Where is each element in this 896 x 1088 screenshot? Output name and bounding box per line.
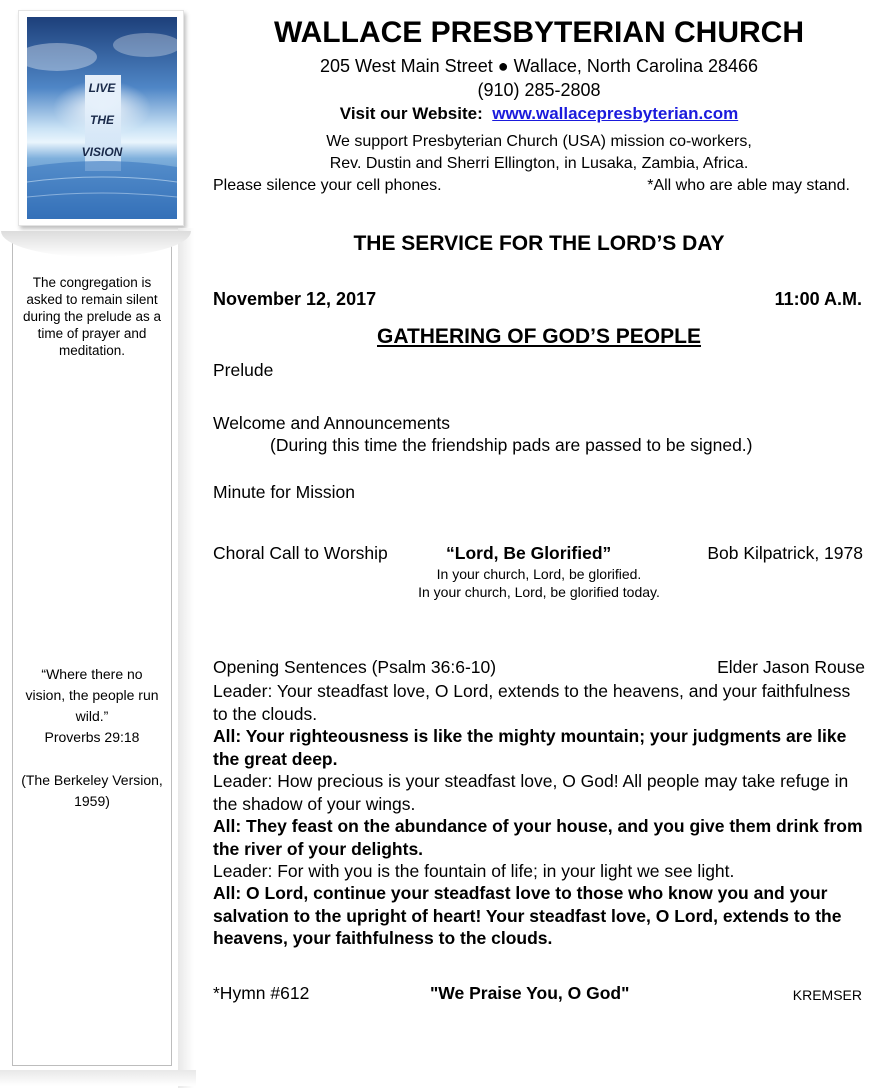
choral-call-author: Bob Kilpatrick, 1978 — [707, 543, 863, 563]
cell-phone-notice: Please silence your cell phones. — [213, 177, 442, 194]
logo-frame — [18, 10, 184, 226]
choral-call-label: Choral Call to Worship — [213, 543, 388, 563]
opening-sentences-leader: Elder Jason Rouse — [717, 657, 865, 677]
prelude: Prelude — [213, 360, 274, 380]
service-date: November 12, 2017 — [213, 289, 377, 309]
all-response-2: All: They feast on the abundance of your house, and you give them drink from the river of your delights. — [213, 816, 863, 859]
minute-for-mission: Minute for Mission — [213, 482, 355, 502]
website-link[interactable]: www.wallacepresbyterian.com — [492, 104, 739, 123]
all-response-1: All: Your righteousness is like the mighty mountain; your judgments are like the great deep. — [213, 726, 847, 769]
leader-line-3: Leader: For with you is the fountain of life; in your light we see light. — [213, 861, 735, 881]
prelude-silence-note: The congregation is asked to remain silent during the prelude as a time of prayer and meditation. — [22, 275, 162, 358]
all-response-3: All: O Lord, continue your steadfast love to those who know you and your salvation to the upright of heart! Your steadfast love, O Lord, extends to the heavens, your faithfulness to the clouds. — [213, 883, 842, 948]
stand-notice: *All who are able may stand. — [647, 177, 850, 194]
section-heading: GATHERING OF GOD’S PEOPLE — [377, 325, 701, 348]
leader-line-2: Leader: How precious is your steadfast love, O God! All people may take refuge in the shadow of your wings. — [213, 771, 849, 814]
mission-line-2: Rev. Dustin and Sherri Ellington, in Lusaka, Zambia, Africa. — [329, 155, 749, 172]
choral-lyric-2: In your church, Lord, be glorified today. — [418, 584, 660, 600]
leader-line-1: Leader: Your steadfast love, O Lord, extends to the heavens, and your faithfulness to the clouds. — [213, 681, 851, 724]
service-title: THE SERVICE FOR THE LORD’S DAY — [353, 232, 725, 255]
website-line — [213, 104, 865, 124]
church-address: 205 West Main Street ● Wallace, North Carolina 28466 — [319, 56, 759, 76]
welcome-note: (During this time the friendship pads are passed to be signed.) — [270, 435, 753, 455]
hymn-title: "We Praise You, O God" — [430, 983, 630, 1003]
logo-text-live: LIVE — [88, 81, 116, 95]
sidebar-panel — [12, 236, 172, 1066]
mission-line-1: We support Presbyterian Church (USA) mission co-workers, — [326, 133, 752, 150]
service-time: 11:00 A.M. — [774, 289, 862, 309]
logo-text-vision: VISION — [81, 145, 123, 159]
sidebar-shadow-bottom — [0, 1070, 196, 1086]
sidebar-quote-reference: Proverbs 29:18 — [44, 729, 140, 745]
church-name: WALLACE PRESBYTERIAN CHURCH — [273, 16, 804, 49]
live-the-vision-logo — [27, 17, 177, 219]
welcome-announcements: Welcome and Announcements — [213, 413, 451, 433]
opening-sentences-label: Opening Sentences (Psalm 36:6-10) — [213, 657, 497, 677]
hymn-number: *Hymn #612 — [213, 983, 310, 1003]
sidebar-quote-version: (The Berkeley Version, 1959) — [21, 772, 163, 809]
church-phone: (910) 285-2808 — [477, 80, 601, 100]
sidebar-shadow-right — [178, 228, 194, 1088]
website-label: Visit our Website: — [339, 104, 483, 123]
hymn-tune: KREMSER — [792, 987, 862, 1003]
choral-call-title: “Lord, Be Glorified” — [446, 543, 612, 563]
choral-lyric-1: In your church, Lord, be glorified. — [436, 566, 642, 582]
sidebar-quote: “Where there no vision, the people run wild.” — [25, 666, 159, 724]
logo-text-the: THE — [90, 113, 114, 127]
